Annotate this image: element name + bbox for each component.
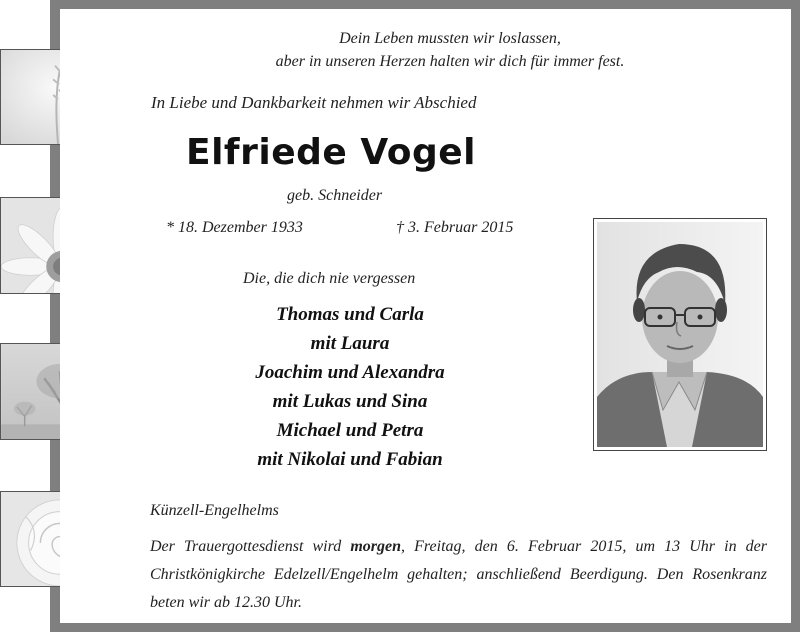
motto-line-2: aber in unseren Herzen halten wir dich für immer fest. bbox=[275, 53, 625, 70]
death-date: † 3. Februar 2015 bbox=[396, 219, 514, 236]
maiden-name: geb. Schneider bbox=[287, 187, 383, 204]
mourner-line: Michael und Petra bbox=[276, 420, 424, 441]
deceased-name: Elfriede Vogel bbox=[186, 132, 476, 173]
mourners-list bbox=[195, 300, 505, 474]
service-text-emphasis: morgen bbox=[350, 538, 402, 555]
mourner-line: mit Laura bbox=[310, 333, 390, 354]
motto-line-1: Dein Leben mussten wir loslassen, bbox=[339, 30, 561, 47]
service-text-before: Der Trauergottesdienst wird bbox=[150, 538, 351, 555]
mourner-line: mit Nikolai und Fabian bbox=[257, 449, 443, 470]
birth-date: * 18. Dezember 1933 bbox=[166, 219, 303, 236]
motto bbox=[150, 27, 750, 73]
portrait-photo bbox=[593, 218, 767, 451]
mourner-line: Joachim und Alexandra bbox=[255, 362, 445, 383]
mourners-intro: Die, die dich nie vergessen bbox=[243, 270, 416, 287]
mourner-line: mit Lukas und Sina bbox=[272, 391, 428, 412]
funeral-service-text bbox=[150, 533, 767, 617]
mourner-line: Thomas und Carla bbox=[276, 304, 424, 325]
farewell-text: In Liebe und Dankbarkeit nehmen wir Abschied bbox=[151, 93, 477, 112]
service-text-after: , Freitag, den 6. Februar 2015, um 13 Uhr in der Christkönigkirche Edelzell/Engelhelm gehalten; anschließend Beerdigung. Den Rosenkranz beten wir ab 12.30 Uhr. bbox=[150, 538, 768, 611]
place-name: Künzell-Engelhelms bbox=[150, 502, 279, 519]
